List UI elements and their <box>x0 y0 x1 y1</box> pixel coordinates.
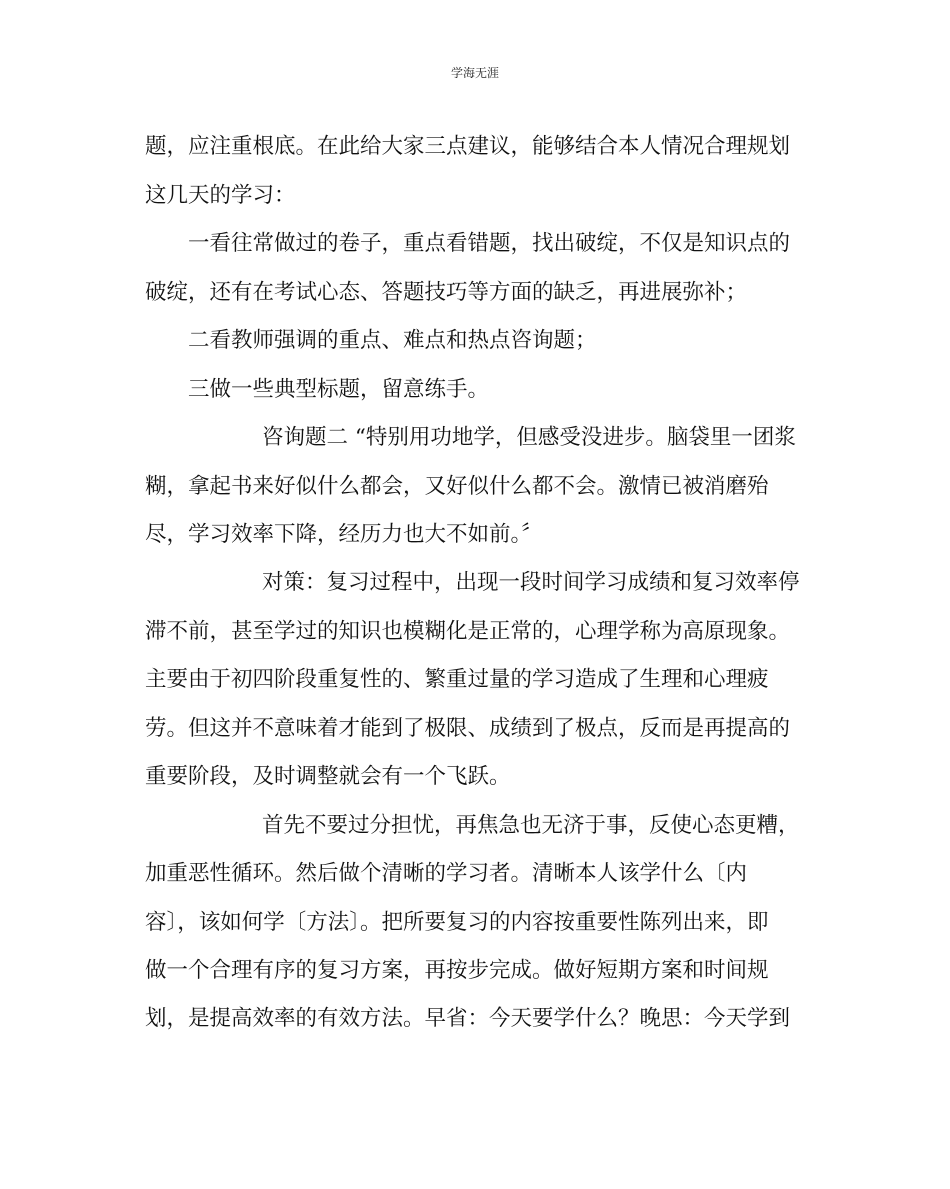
text-line: 劳。但这并不意味着才能到了极限、成绩到了极点，反而是再提高的 <box>145 716 791 741</box>
text-line: 容〕，该如何学〔方法〕。把所要复习的内容按重要性陈列出来，即 <box>145 910 769 935</box>
text-line: 咨询题二 “特别用功地学，但感受没进步。脑袋里一团浆 <box>262 425 796 450</box>
text-line: 一看往常做过的卷子，重点看错题，找出破绽，不仅是知识点的 <box>188 231 791 256</box>
text-line: 这几天的学习： <box>145 183 296 208</box>
text-line: 划，是提高效率的有效方法。早省：今天要学什么？晚思：今天学到 <box>145 1006 791 1031</box>
text-line: 做一个合理有序的复习方案，再按步完成。做好短期方案和时间规 <box>145 958 769 983</box>
text-line: 三做一些典型标题，留意练手。 <box>188 377 490 402</box>
text-line: 二看教师强调的重点、难点和热点咨询题； <box>188 328 597 353</box>
text-line: 糊，拿起书来好似什么都会，又好似什么都不会。激情已被消磨殆 <box>145 474 769 499</box>
text-line: 破绽，还有在考试心态、答题技巧等方面的缺乏，再进展弥补； <box>145 280 748 305</box>
text-line: 滞不前，甚至学过的知识也模糊化是正常的，心理学称为高原现象。 <box>145 619 791 644</box>
text-line: 首先不要过分担忧，再焦急也无济于事，反使心态更糟， <box>262 813 800 838</box>
text-line: 加重恶性循环。然后做个清晰的学习者。清晰本人该学什么〔内 <box>145 861 748 886</box>
page-header: 学海无涯 <box>450 66 499 80</box>
text-line: 主要由于初四阶段重复性的、繁重过量的学习造成了生理和心理疲 <box>145 667 769 692</box>
text-line: 对策：复习过程中，出现一段时间学习成绩和复习效率停 <box>262 570 800 595</box>
text-line: 尽，学习效率下降，经历力也大不如前。〞 <box>145 522 543 547</box>
text-line: 重要阶段，及时调整就会有一个飞跃。 <box>145 764 511 789</box>
text-line: 题，应注重根底。在此给大家三点建议，能够结合本人情况合理规划 <box>145 134 791 159</box>
